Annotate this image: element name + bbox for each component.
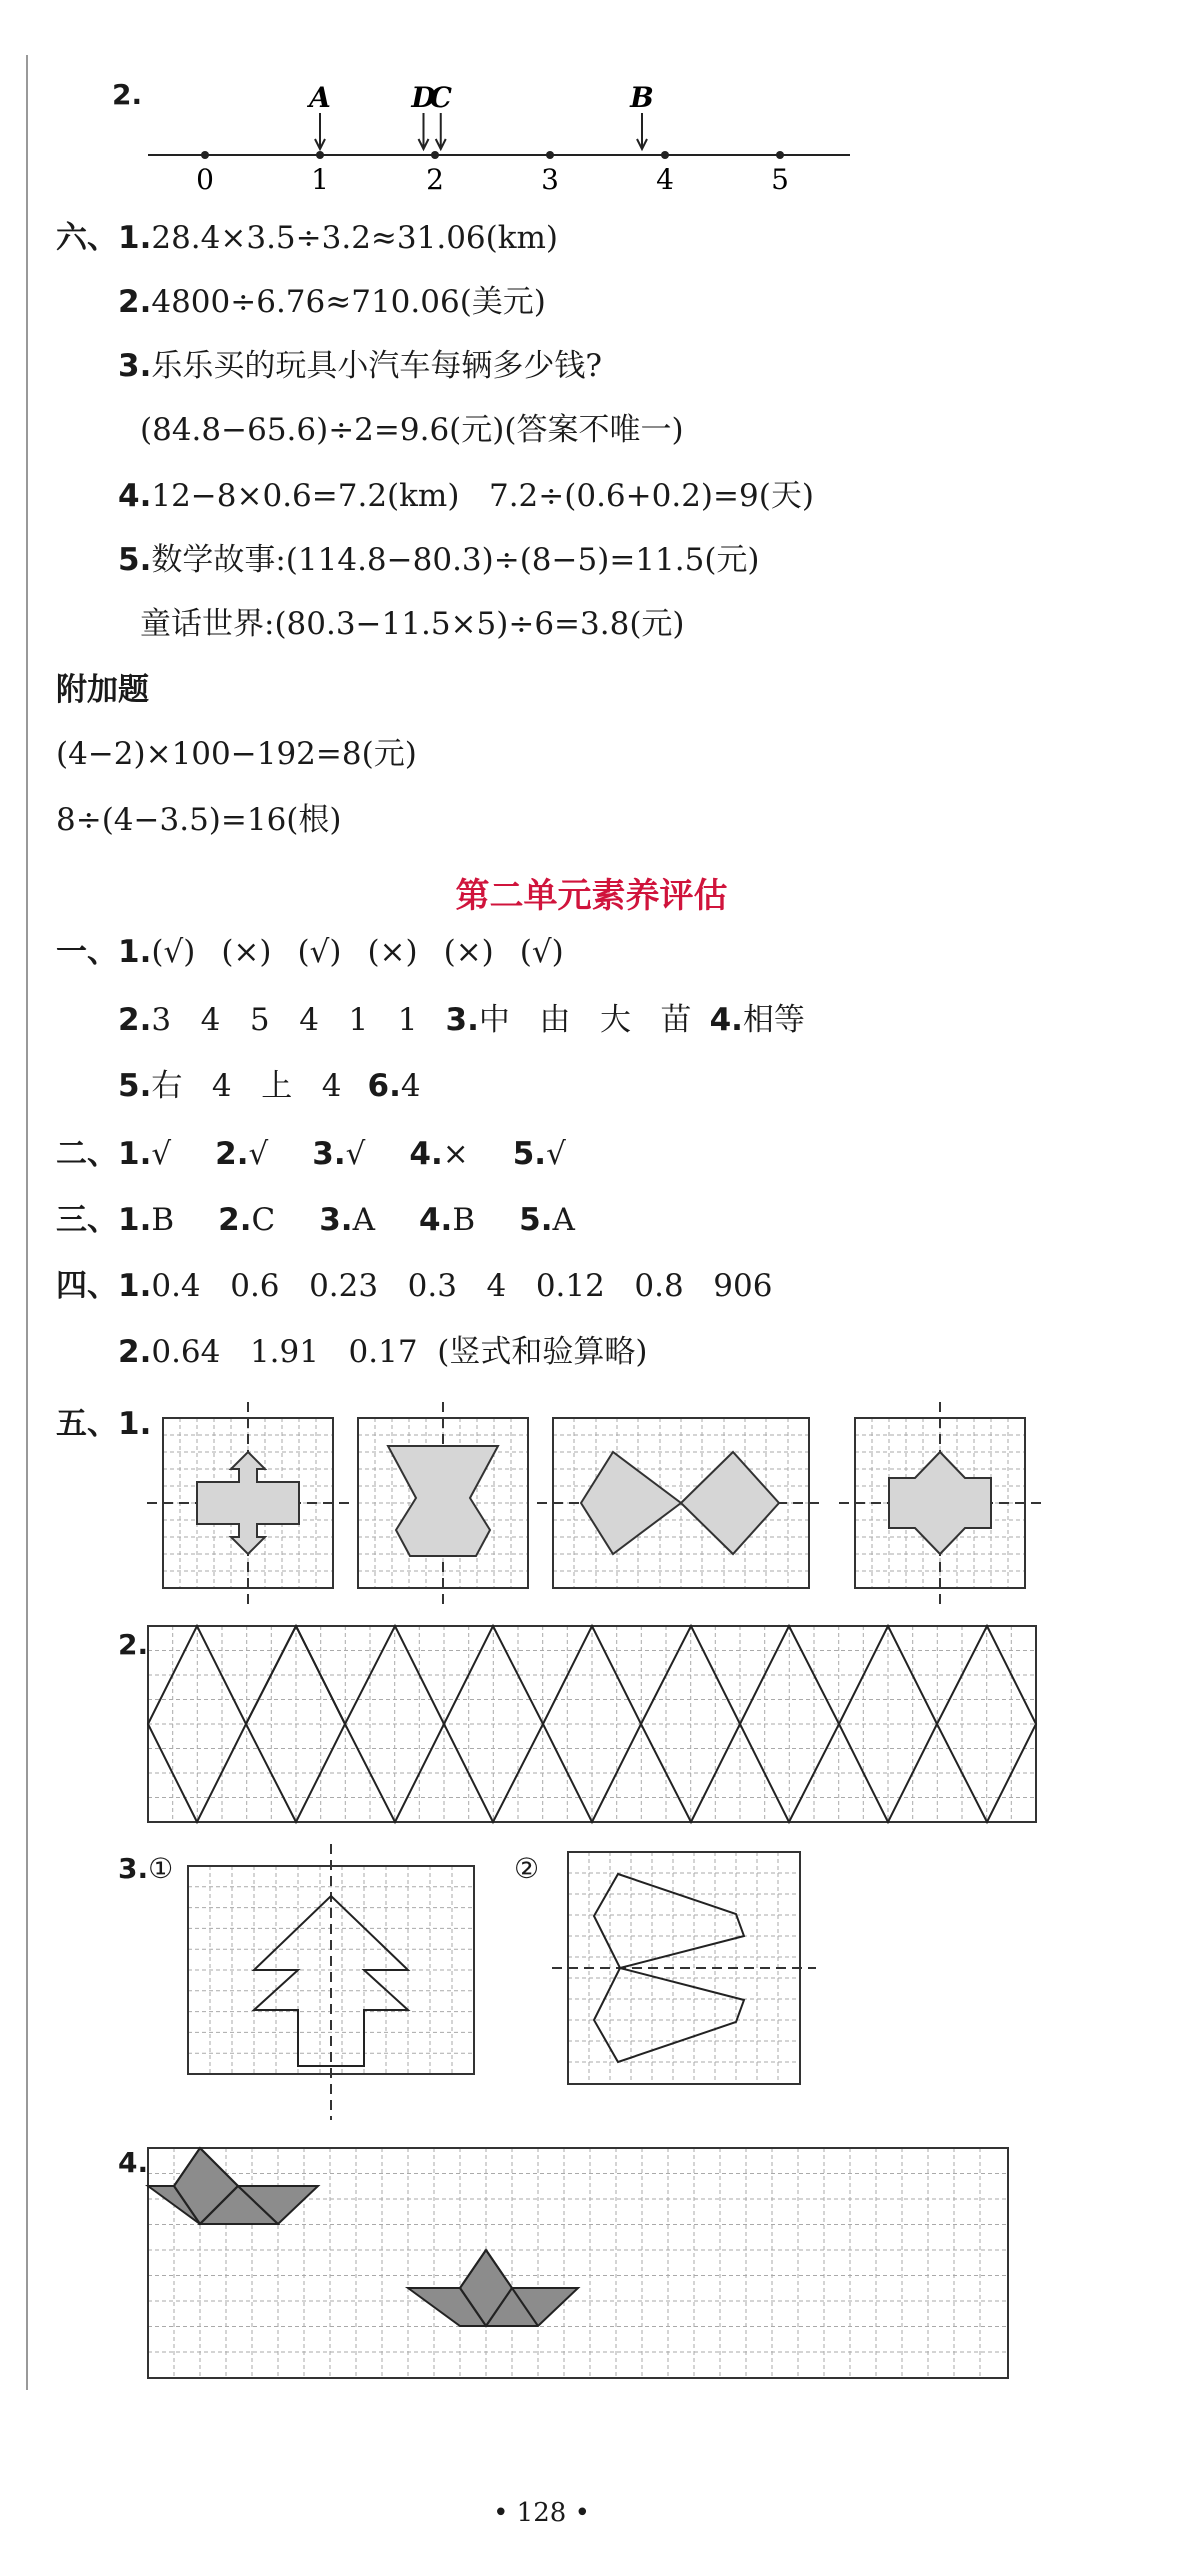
number-line-tick [661, 151, 669, 159]
number-line-arrow [436, 113, 446, 149]
bonus-line-2: 8÷(4−3.5)=16(根) [56, 802, 342, 838]
s6-q3: 3.乐乐买的玩具小汽车每辆多少钱? [118, 348, 602, 384]
number-line-tick [776, 151, 784, 159]
s2-answers: 二、1.√ 2.√ 3.√ 4.× 5.√ [56, 1136, 566, 1172]
number-line-tick-label: 4 [656, 163, 674, 196]
s4-q1: 四、1.0.4 0.6 0.23 0.3 4 0.12 0.8 906 [56, 1268, 773, 1304]
number-line-tick-label: 3 [541, 163, 559, 196]
page-number: • 128 • [493, 2498, 590, 2528]
bonus-heading: 附加题 [56, 672, 149, 708]
number-line-tick-label: 5 [771, 163, 789, 196]
number-line-tick-label: 1 [311, 163, 329, 196]
margin-rule [26, 55, 28, 2390]
number-line-point-label: C [429, 81, 452, 114]
s6-q5: 5.数学故事:(114.8−80.3)÷(8−5)=11.5(元) [118, 542, 760, 578]
s5-q4-figure [148, 2148, 1008, 2378]
s5-q3-figure-1 [188, 1866, 474, 2074]
s5-q2-figure [148, 1626, 1036, 1822]
number-line-tick-label: 2 [426, 163, 444, 196]
s1-q5-q6: 5.右 4 上 4 6.4 [118, 1068, 421, 1104]
number-line-tick [546, 151, 554, 159]
s5-q3-label: 3.① [118, 1852, 174, 1885]
number-line-arrow [315, 113, 325, 149]
number-line-point-label: A [309, 81, 331, 114]
unit-title: 第二单元素养评估 [455, 876, 728, 916]
s6-q2: 2.4800÷6.76≈710.06(美元) [118, 284, 546, 320]
s5-q3-figure-2 [568, 1852, 800, 2084]
number-line-question-label: 2. [112, 78, 143, 111]
s1-q2-q4: 2.3 4 5 4 1 1 3.中 由 大 苗 4.相等 [118, 1002, 805, 1038]
s5-q2-label: 2. [118, 1628, 149, 1661]
number-line-point-label: B [630, 81, 654, 114]
s5-q3-sub2-label: ② [514, 1852, 540, 1885]
s5-q1-figure-2 [358, 1418, 528, 1588]
s6-q1: 六、1.28.4×3.5÷3.2≈31.06(km) [56, 220, 559, 256]
bonus-line-1: (4−2)×100−192=8(元) [56, 736, 417, 772]
s4-q2: 2.0.64 1.91 0.17 (竖式和验算略) [118, 1334, 648, 1370]
s1-q1: 一、1.(√) (×) (√) (×) (×) (√) [56, 934, 564, 970]
s5-q1-figure-4 [855, 1418, 1025, 1588]
number-line-tick [316, 151, 324, 159]
s6-q5-line2: 童话世界:(80.3−11.5×5)÷6=3.8(元) [140, 606, 685, 642]
number-line [0, 60, 1183, 200]
number-line-arrow [419, 113, 429, 149]
number-line-tick [431, 151, 439, 159]
number-line-tick [201, 151, 209, 159]
s3-answers: 三、1.B 2.C 3.A 4.B 5.A [56, 1202, 575, 1238]
s5-q1-figure-3 [553, 1418, 809, 1588]
number-line-arrow [637, 113, 647, 149]
number-line-tick-label: 0 [196, 163, 214, 196]
s5-q1-figure-1 [163, 1418, 333, 1588]
s6-q4: 4.12−8×0.6=7.2(km) 7.2÷(0.6+0.2)=9(天) [118, 478, 814, 514]
s6-q3-answer: (84.8−65.6)÷2=9.6(元)(答案不唯一) [140, 412, 684, 448]
s5-q1-label: 五、1. [56, 1406, 152, 1442]
number-line-point-label: D [411, 81, 436, 114]
s5-q4-label: 4. [118, 2146, 149, 2179]
